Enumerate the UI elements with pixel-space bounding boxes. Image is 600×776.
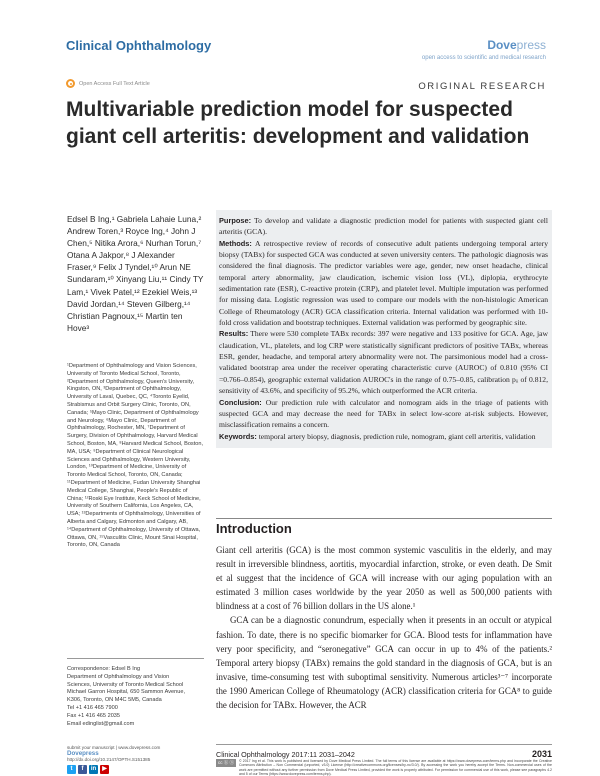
keywords-label: Keywords: — [219, 431, 257, 441]
correspondence-fax: Fax +1 416 465 2035 — [67, 712, 121, 719]
article-title: Multivariable prediction model for suspected giant cell arteritis: development and validation — [66, 98, 530, 148]
results-text: There were 530 complete TABx records: 397 were negative and 133 positive for GCA. Age, jaw claudication, VL, platelets, and log CRP were statistically significant predictors of positive TABx, whereas ESR, gender, headache, and temporal artery abnormality were not. The parsimonious model had a cross-validated bootstrap area under the receiver operating characteristic curve (AUROC) of 0.810 (95% CI =0.766–0.854), geographic external validation AUROC's in the range of 0.75–0.85, calibration pᵢᵢ of 0.812, sensitivity of 43.6%, and specificity of 95.2%, which outperformed the ACR criteria. — [219, 329, 548, 396]
linkedin-icon[interactable]: in — [90, 766, 97, 772]
abstract-keywords — [219, 431, 548, 442]
section-divider — [216, 518, 552, 519]
abstract-methods — [219, 238, 548, 329]
affiliations: ¹Department of Ophthalmology and Vision Sciences, University of Toronto Medical School, Toronto, ²Department of Ophthalmology, Queen's University, Kingston, ON, ³Department of Ophthalmology, University of Laval, Quebec, QC, ⁴Toronto Eyelid, Strabismus and Orbit Surgery Clinic, Toronto, ON, Canada; ⁵Mayo Clinic, Department of Ophthalmology and Neurology, ⁶Mayo Clinic, Department of Ophthalmology, Rochester, MN, ⁷Department of Surgery, Division of Ophthalmology, Harvard Medical School, Boston, MA, ⁸Harvard Medical School, Boston, MA, USA; ⁹Department of Clinical Neurological Sciences and Ophthalmology, Western University, London, ¹⁰Department of Medicine, University of Toronto Medical School, Toronto, ON, Canada; ¹¹Department of Medicine, Fudan University Shanghai Medical College, Shanghai, People's Republic of China; ¹²Roski Eye Institute, Keck School of Medicine, University of Southern California, Los Angeles, CA, USA; ¹³Departments of Ophthalmology, Universities of Alberta and Calgary, Edmonton and Calgary, AB, ¹⁴Department of Ophthalmology, University of Ottawa, Ottawa, ON, ¹⁵Vasculitis Clinic, Mount Sinai Hospital, Toronto, ON, Canada — [67, 363, 204, 549]
intro-paragraph-2: GCA can be a diagnostic conundrum, especially when it presents in an occult or atypical fashion. To date, there is no specific biomarker for GCA. Blood tests for inflammation have very poor specificity, and “seronegative” GCA can occur in up to 4% of the patients.² Temporal artery biopsy (TABx) remains the gold standard in the diagnosis of GCA, but is an invasive, time-consuming test with suboptimal sensitivity. Numerous articles³⁻⁷ incorporate the 1990 American College of Rheumatology (ACR) classification criteria for GCA⁸ to guide the decision for TABx. However, the ACR — [216, 615, 552, 711]
correspondence-tel: Tel +1 416 465 7900 — [67, 704, 118, 711]
footer-divider — [216, 744, 552, 745]
introduction-heading: Introduction — [216, 521, 292, 536]
conclusion-label: Conclusion: — [219, 397, 262, 407]
article-type: ORIGINAL RESEARCH — [418, 81, 546, 92]
dovepress-logo — [487, 38, 546, 52]
author-list: Edsel B Ing,¹ Gabriela Lahaie Luna,² Andrew Toren,³ Royce Ing,⁴ John J Chen,⁵ Nitika Arora,⁶ Nurhan Torun,⁷ Otana A Jakpor,⁸ J Alexander Fraser,⁹ Felix J Tyndel,¹⁰ Arun NE Sundaram,¹⁰ Xinyang Liu,¹¹ Cindy TY Lam,¹ Vivek Patel,¹² Ezekiel Weis,¹³ David Jordan,¹⁴ Steven Gilberg,¹⁴ Christian Pagnoux,¹⁵ Martin ten Hove³ — [67, 214, 204, 333]
doi-link[interactable]: http://dx.doi.org/10.2147/OPTH.S151385 — [67, 757, 151, 762]
correspondence-line: K306, Toronto, ON M4C 5M5, Canada — [67, 697, 162, 704]
correspondence-block — [67, 658, 204, 728]
journal-title: Clinical Ophthalmology — [66, 38, 212, 53]
license-text: © 2017 Ing et al. This work is published and licensed by Dove Medical Press Limited. The full terms of this license are available at https://www.dovepress.com/terms.php and incorporate the Creative Commons Attribution – Non Commercial (unported, v3.0) License (http://creativecommons.org/licenses/by-nc/3.0/). By accessing the work you hereby accept the Terms. Non-commercial uses of the work are permitted without any further permission from Dove Medical Press Limited, provided the work is properly attributed. For permission for commercial use of this work, please see paragraphs 4.2 and 5 of our Terms (https://www.dovepress.com/terms.php). — [239, 759, 552, 776]
social-icons — [67, 765, 187, 774]
conclusion-text: Our prediction rule with calculator and nomogram aids in the triage of patients with suspected GCA and may decrease the need for TABx in select low-score at-risk subjects. However, misclassification remains a concern. — [219, 397, 548, 430]
introduction-body — [216, 543, 552, 712]
correspondence-line: Department of Ophthalmology and Vision — [67, 673, 170, 680]
keywords-text: temporal artery biopsy, diagnosis, prediction rule, nomogram, giant cell arteritis, validation — [256, 431, 536, 441]
youtube-icon[interactable]: ▶ — [100, 765, 109, 774]
correspondence-line: Sciences, University of Toronto Medical School — [67, 681, 184, 688]
twitter-icon[interactable]: t — [67, 765, 76, 774]
footer-left — [67, 745, 187, 774]
correspondence-heading: Correspondence: Edsel B Ing — [67, 666, 141, 672]
open-access-label: Open Access Full Text Article — [79, 80, 150, 87]
abstract-conclusion — [219, 397, 548, 431]
journal-citation: Clinical Ophthalmology 2017:11 2031–2042 — [216, 750, 355, 759]
methods-label: Methods: — [219, 238, 252, 248]
results-label: Results: — [219, 329, 249, 339]
footer-dove-logo: Dovepress — [67, 750, 99, 757]
submit-link[interactable]: submit your manuscript | www.dovepress.com — [67, 745, 161, 750]
abstract-box — [216, 210, 552, 448]
abstract-results — [219, 328, 548, 396]
methods-text: A retrospective review of records of consecutive adult patients undergoing temporal artery biopsy (TABx) for suspected GCA was conducted at seven university centers. The pathologic diagnosis was considered the final diagnosis. The predictor variables were age, gender, new onset headache, clinical temporal artery abnormality, jaw claudication, ischemic vision loss (VL), diplopia, erythrocyte sedimentation rate (ESR), C-reactive protein (CRP), and platelet level. Multiple imputation was performed for missing data. Logistic regression was used to compare our models with the non-histologic American College of Rheumatology (ACR) GCA classification criteria. Internal validation was performed with 10-fold cross validation and bootstrap techniques. External validation was performed by geographic site. — [219, 238, 548, 328]
cc-license-icon[interactable]: cc ⓑ ⓝ — [217, 760, 234, 765]
intro-paragraph-1: Giant cell arteritis (GCA) is the most common systemic vasculitis in the elderly, and may result in irreversible blindness, aortitis, myocardial infarction, stroke, or even death. De Smit et al suggest that the incidence of GCA will increase with our aging population with an estimated 3 million cases worldwide by the year 2050 as well as 500,000 patients with blindness at a cost of 76 billion dollars in the US alone.¹ — [216, 545, 552, 612]
license-row — [216, 759, 552, 776]
purpose-text: To develop and validate a diagnostic prediction model for patients with suspected giant cell arteritis (GCA). — [219, 216, 548, 237]
dove-brand: Dove — [487, 38, 517, 52]
correspondence-line: Michael Garron Hospital, 650 Sammon Avenue, — [67, 689, 186, 696]
abstract-purpose — [219, 215, 548, 238]
press-brand: press — [516, 38, 546, 52]
page-number: 2031 — [531, 749, 552, 759]
dove-tagline: open access to scientific and medical research — [421, 55, 546, 61]
correspondence-email[interactable]: Email edinglist@gmail.com — [67, 720, 135, 727]
open-access-row — [66, 79, 150, 88]
facebook-icon[interactable]: f — [78, 765, 87, 774]
purpose-label: Purpose: — [219, 216, 252, 225]
open-access-icon — [66, 79, 75, 88]
